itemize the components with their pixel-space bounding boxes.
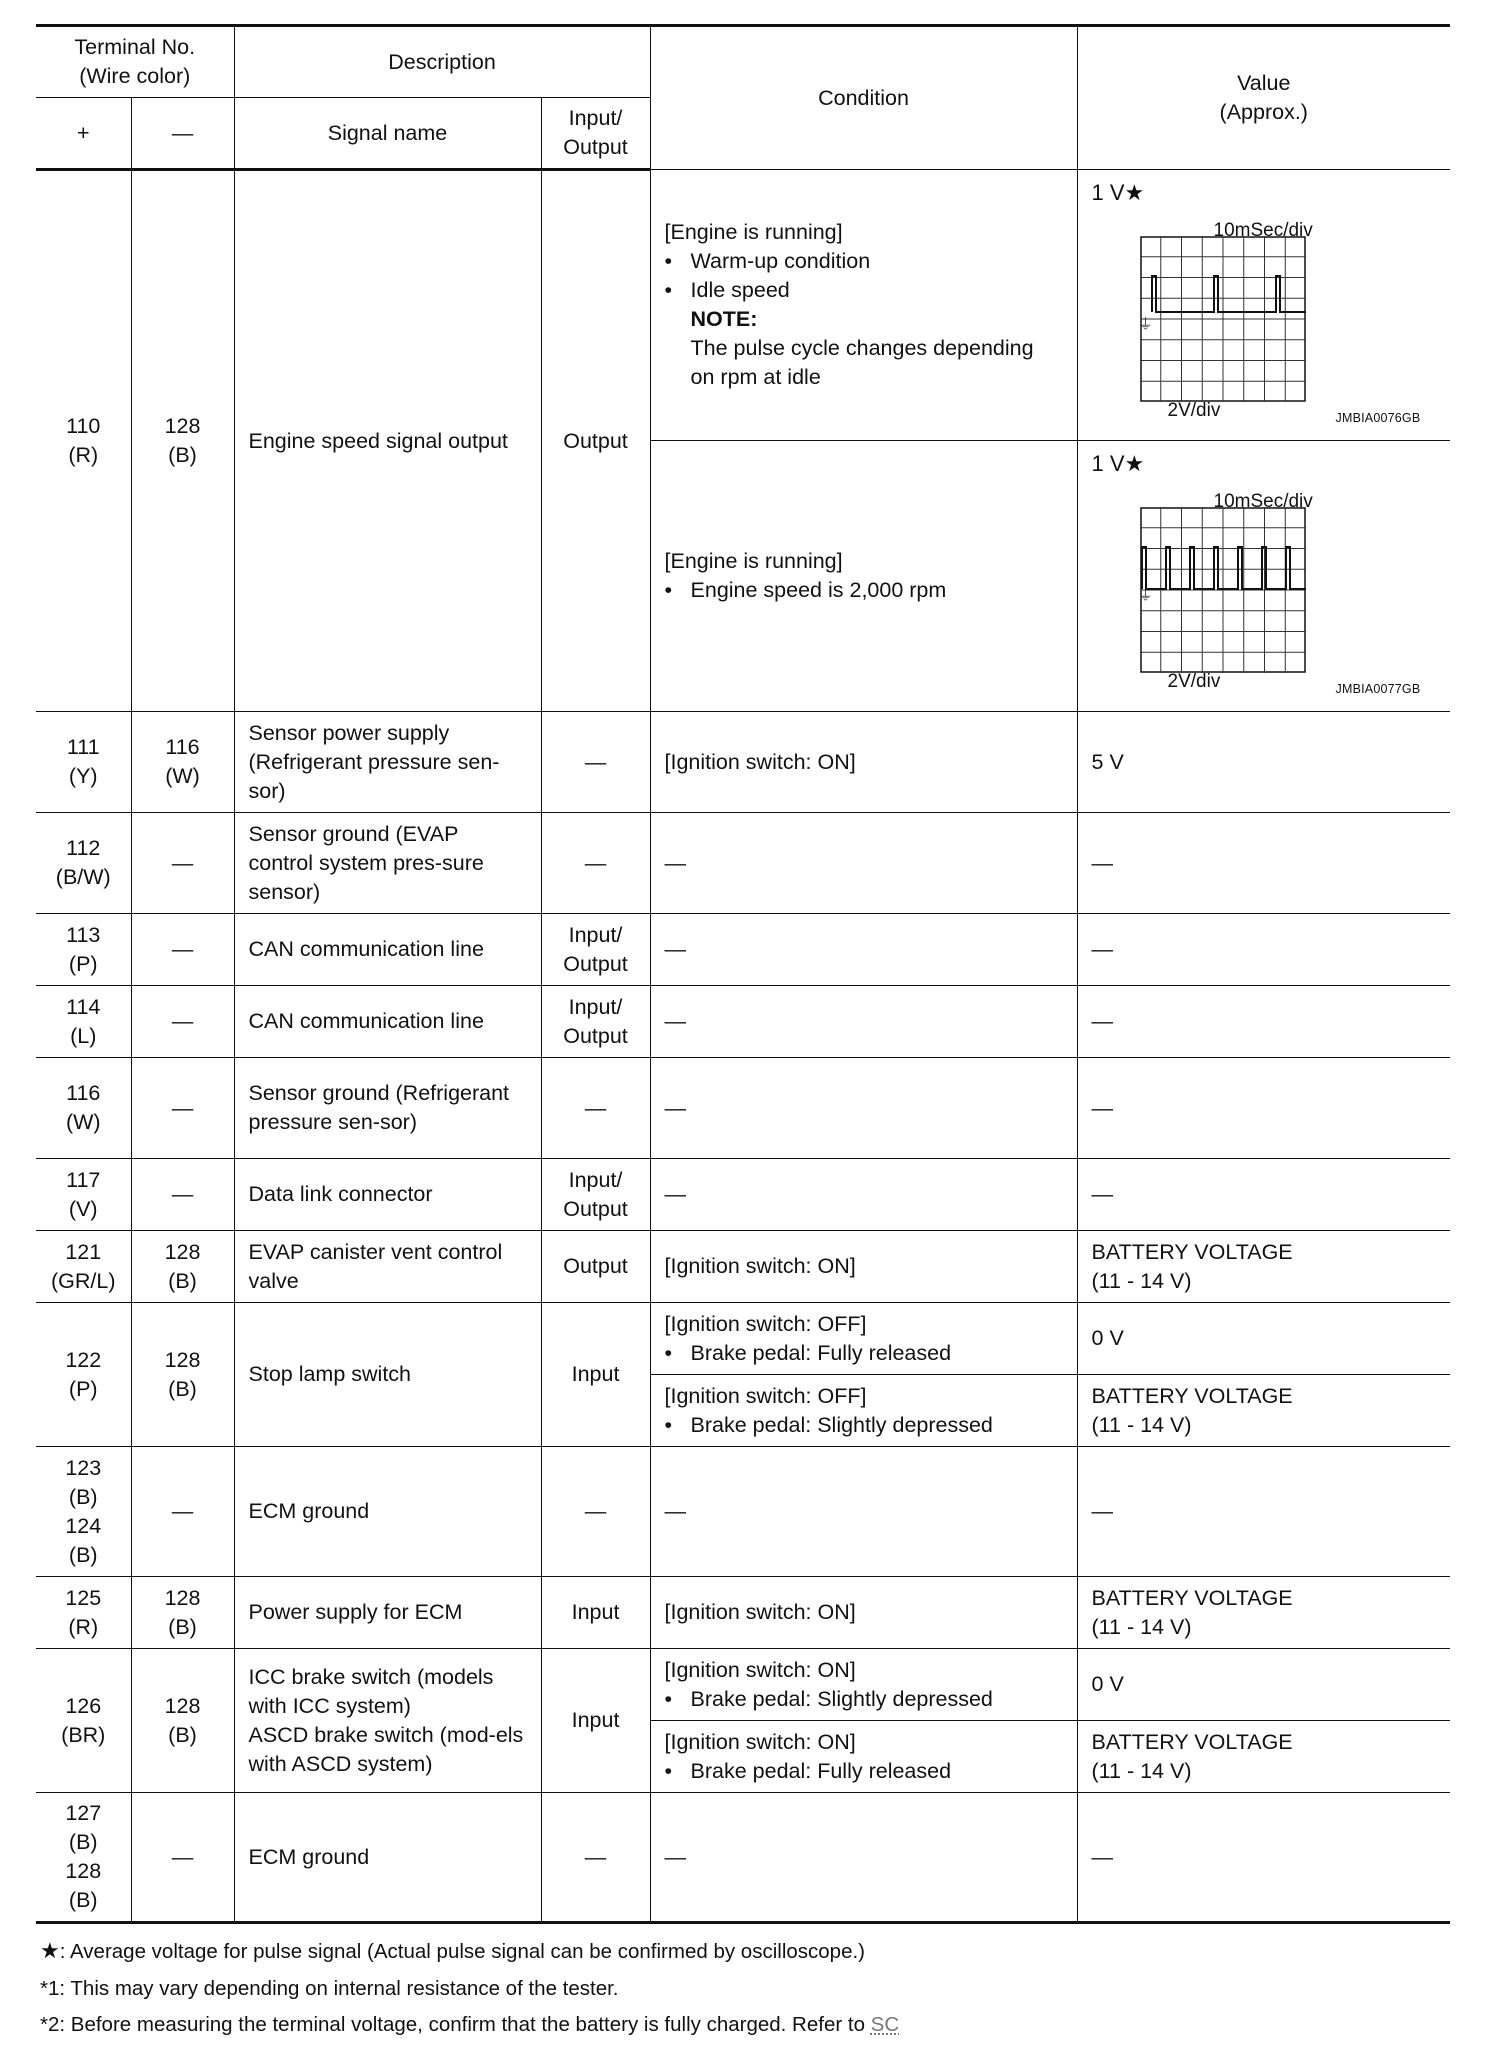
header-minus: — <box>131 98 234 170</box>
terminal-minus: — <box>131 986 234 1058</box>
header-terminal-no: Terminal No. (Wire color) <box>36 26 234 98</box>
table-row <box>36 1058 1450 1159</box>
signal-name: Sensor ground (EVAP control system pres-sure sensor) <box>234 813 541 914</box>
footnote-1: *1: This may vary depending on internal resistance of the tester. <box>40 1977 619 2000</box>
star-icon: ★ <box>40 1938 60 1963</box>
terminal-plus: 110 (R) <box>36 170 131 712</box>
star-icon: ★ <box>1124 180 1145 205</box>
table-row <box>36 986 1450 1058</box>
condition: [Engine is running] • Engine speed is 2,000 rpm <box>650 441 1077 712</box>
terminal-minus: 128 (B) <box>131 1303 234 1447</box>
header-signal-name: Signal name <box>234 98 541 170</box>
input-output: Input/ Output <box>541 986 650 1058</box>
sc-reference-link[interactable]: SC <box>870 2013 900 2036</box>
condition: [Ignition switch: ON] <box>650 712 1077 813</box>
input-output: Input/ Output <box>541 914 650 986</box>
signal-name: EVAP canister vent control valve <box>234 1231 541 1303</box>
input-output: — <box>541 1793 650 1923</box>
terminal-plus: 112 (B/W) <box>36 813 131 914</box>
table-row <box>36 1649 1450 1721</box>
condition: [Ignition switch: ON] <box>650 1577 1077 1649</box>
waveform-graph <box>1137 507 1306 673</box>
signal-name: CAN communication line <box>234 986 541 1058</box>
value: 0 V <box>1077 1303 1450 1375</box>
table-row <box>36 1159 1450 1231</box>
condition: [Ignition switch: OFF] • Brake pedal: Slightly depressed <box>650 1375 1077 1447</box>
input-output: Input <box>541 1649 650 1793</box>
footnote-2: *2: Before measuring the terminal voltage, confirm that the battery is fully charged. Refer to SC <box>40 2013 900 2036</box>
condition: [Ignition switch: ON] <box>650 1231 1077 1303</box>
value: 5 V <box>1077 712 1450 813</box>
terminal-minus: — <box>131 914 234 986</box>
table-row <box>36 712 1450 813</box>
header-value: Value (Approx.) <box>1077 26 1450 170</box>
value: BATTERY VOLTAGE (11 - 14 V) <box>1077 1721 1450 1793</box>
terminal-minus: 116 (W) <box>131 712 234 813</box>
input-output: — <box>541 712 650 813</box>
ground-icon: ⏚ <box>1137 586 1153 604</box>
ground-icon: ⏚ <box>1137 315 1153 333</box>
condition: — <box>650 1058 1077 1159</box>
table-row <box>36 813 1450 914</box>
value: — <box>1077 1793 1450 1923</box>
signal-name: ECM ground <box>234 1793 541 1923</box>
terminal-plus: 122 (P) <box>36 1303 131 1447</box>
terminal-minus: 128 (B) <box>131 1649 234 1793</box>
terminal-plus: 123 (B) 124 (B) <box>36 1447 131 1577</box>
value: BATTERY VOLTAGE (11 - 14 V) <box>1077 1231 1450 1303</box>
signal-name: CAN communication line <box>234 914 541 986</box>
terminal-minus: 128 (B) <box>131 170 234 712</box>
value: — <box>1077 813 1450 914</box>
terminal-plus: 126 (BR) <box>36 1649 131 1793</box>
header-description: Description <box>234 26 650 98</box>
input-output: — <box>541 813 650 914</box>
terminal-plus: 117 (V) <box>36 1159 131 1231</box>
condition: — <box>650 1793 1077 1923</box>
table-row <box>36 170 1450 441</box>
value: BATTERY VOLTAGE (11 - 14 V) <box>1077 1577 1450 1649</box>
input-output: Input <box>541 1303 650 1447</box>
terminal-plus: 127 (B) 128 (B) <box>36 1793 131 1923</box>
condition: — <box>650 1447 1077 1577</box>
condition: — <box>650 1159 1077 1231</box>
table-row <box>36 1231 1450 1303</box>
terminal-minus: 128 (B) <box>131 1577 234 1649</box>
signal-name: Engine speed signal output <box>234 170 541 712</box>
terminal-plus: 116 (W) <box>36 1058 131 1159</box>
value: — <box>1077 1058 1450 1159</box>
condition: [Engine is running] • Warm-up condition • Idle speed NOTE: The pulse cycle changes depending on rpm at idle <box>650 170 1077 441</box>
signal-name: Power supply for ECM <box>234 1577 541 1649</box>
value: — <box>1077 1447 1450 1577</box>
terminal-minus: 128 (B) <box>131 1231 234 1303</box>
signal-name: Sensor ground (Refrigerant pressure sen-sor) <box>234 1058 541 1159</box>
value: — <box>1077 1159 1450 1231</box>
condition: — <box>650 914 1077 986</box>
signal-name: ECM ground <box>234 1447 541 1577</box>
terminal-plus: 111 (Y) <box>36 712 131 813</box>
signal-name: Stop lamp switch <box>234 1303 541 1447</box>
input-output: Output <box>541 170 650 712</box>
value-waveform <box>1077 170 1450 441</box>
terminal-minus: — <box>131 1447 234 1577</box>
table-row <box>36 1303 1450 1375</box>
terminal-plus: 113 (P) <box>36 914 131 986</box>
terminal-plus: 114 (L) <box>36 986 131 1058</box>
ecm-terminal-table <box>36 24 1450 1924</box>
input-output: Output <box>541 1231 650 1303</box>
condition: [Ignition switch: OFF] • Brake pedal: Fully released <box>650 1303 1077 1375</box>
header-input-output: Input/ Output <box>541 98 650 170</box>
value: — <box>1077 986 1450 1058</box>
header-condition: Condition <box>650 26 1077 170</box>
condition: — <box>650 986 1077 1058</box>
input-output: — <box>541 1447 650 1577</box>
terminal-minus: — <box>131 1159 234 1231</box>
signal-name: Data link connector <box>234 1159 541 1231</box>
oscilloscope-waveform: 1 V★ 10mSec/div ⏚ 2V/div JMBIA0077GB <box>1091 451 1421 696</box>
signal-name: Sensor power supply (Refrigerant pressure sen-sor) <box>234 712 541 813</box>
table-row <box>36 1447 1450 1577</box>
signal-name: ICC brake switch (models with ICC system) ASCD brake switch (mod-els with ASCD system) <box>234 1649 541 1793</box>
terminal-minus: — <box>131 1793 234 1923</box>
input-output: Input/ Output <box>541 1159 650 1231</box>
condition: — <box>650 813 1077 914</box>
value: 0 V <box>1077 1649 1450 1721</box>
value: BATTERY VOLTAGE (11 - 14 V) <box>1077 1375 1450 1447</box>
value: — <box>1077 914 1450 986</box>
terminal-minus: — <box>131 1058 234 1159</box>
table-row <box>36 914 1450 986</box>
value-waveform <box>1077 441 1450 712</box>
star-icon: ★ <box>1124 451 1145 476</box>
oscilloscope-waveform: 1 V★ 10mSec/div ⏚ 2V/div JMBIA0076GB <box>1091 180 1421 425</box>
table-row <box>36 1793 1450 1923</box>
input-output: Input <box>541 1577 650 1649</box>
terminal-minus: — <box>131 813 234 914</box>
input-output: — <box>541 1058 650 1159</box>
terminal-plus: 121 (GR/L) <box>36 1231 131 1303</box>
table-row <box>36 1577 1450 1649</box>
terminal-plus: 125 (R) <box>36 1577 131 1649</box>
condition: [Ignition switch: ON] • Brake pedal: Slightly depressed <box>650 1649 1077 1721</box>
waveform-graph <box>1137 236 1306 402</box>
header-plus: + <box>36 98 131 170</box>
footnote-star: ★: Average voltage for pulse signal (Actual pulse signal can be confirmed by oscilloscope.) <box>40 1938 865 1963</box>
condition: [Ignition switch: ON] • Brake pedal: Fully released <box>650 1721 1077 1793</box>
